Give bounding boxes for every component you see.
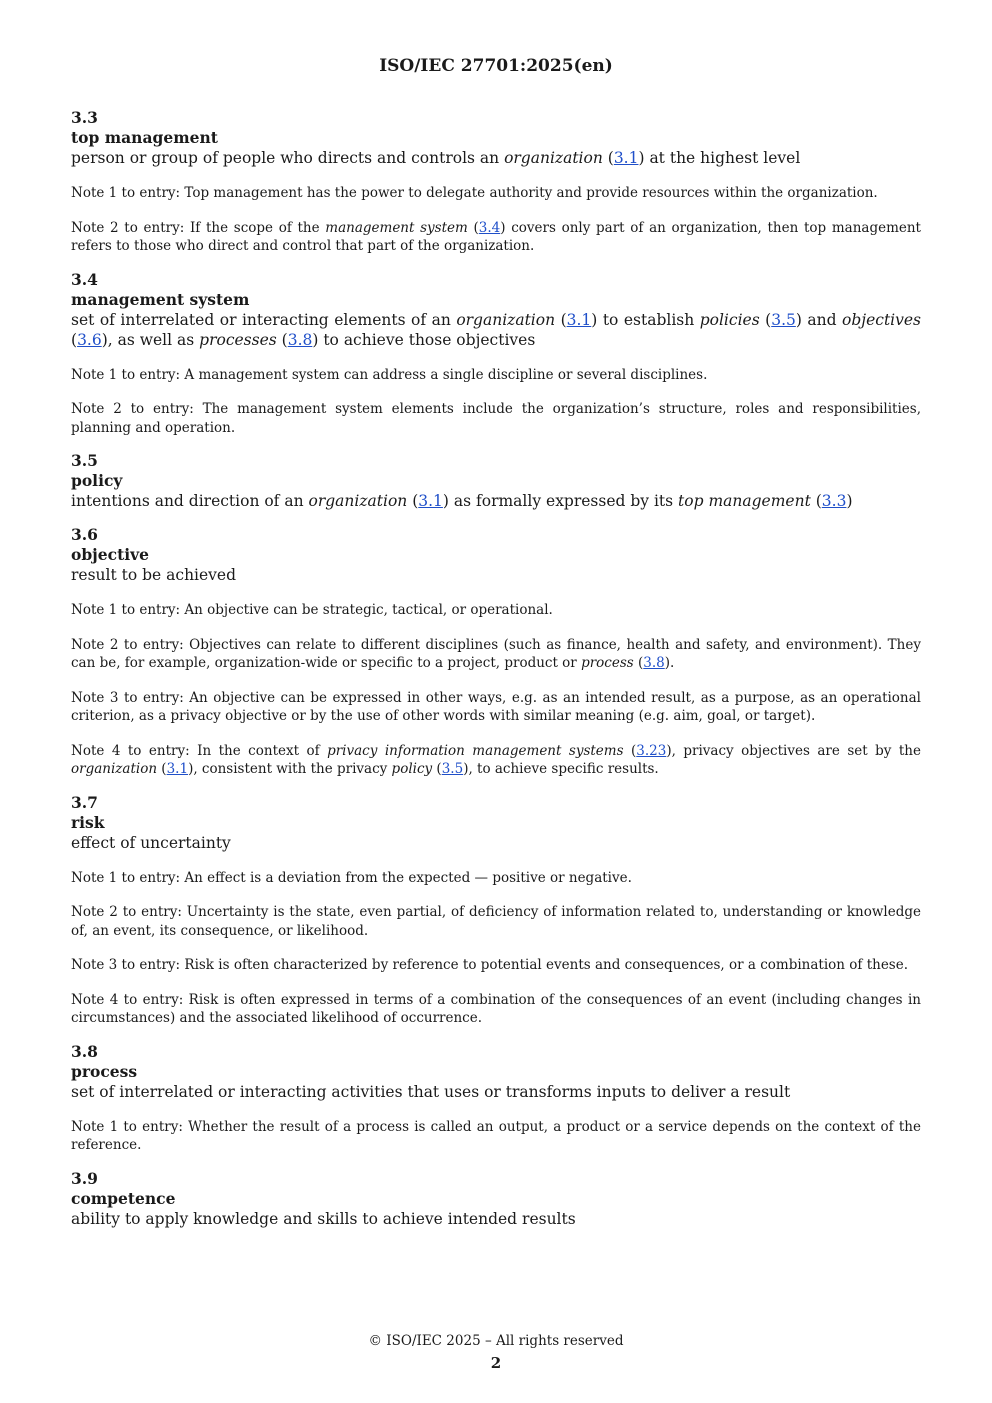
term-number: 3.9 bbox=[71, 1168, 98, 1188]
term-definition bbox=[71, 148, 921, 168]
text-run: ability to apply knowledge and skills to achieve intended results bbox=[71, 1209, 576, 1228]
text-run: ), privacy objectives are set by the bbox=[666, 742, 921, 759]
term-definition bbox=[71, 491, 921, 511]
italic-term: organization bbox=[456, 310, 556, 329]
text-run: set of interrelated or interacting activities that uses or transforms inputs to deliver a result bbox=[71, 1082, 791, 1101]
note-to-entry bbox=[71, 601, 921, 620]
text-run: ) bbox=[846, 492, 853, 510]
term-entry bbox=[71, 270, 921, 438]
italic-term: policies bbox=[699, 310, 760, 329]
text-run: ( bbox=[467, 219, 479, 236]
note-to-entry bbox=[71, 742, 921, 779]
term-definition bbox=[71, 565, 921, 585]
cross-reference-link[interactable]: 3.5 bbox=[771, 310, 796, 329]
text-run: ( bbox=[623, 742, 637, 759]
term-title: process bbox=[71, 1061, 138, 1081]
note-to-entry bbox=[71, 219, 921, 256]
text-run: ( bbox=[759, 310, 772, 329]
note-to-entry bbox=[71, 1118, 921, 1155]
text-run: Note 1 to entry: An effect is a deviation from the expected — positive or negative. bbox=[71, 869, 632, 886]
italic-term: top management bbox=[678, 492, 811, 510]
text-run: Note 1 to entry: Top management has the power to delegate authority and provide resources within the organization. bbox=[71, 185, 878, 201]
cross-reference-link[interactable]: 3.8 bbox=[287, 330, 313, 349]
note-to-entry bbox=[71, 903, 921, 940]
cross-reference-link[interactable]: 3.23 bbox=[636, 742, 667, 759]
text-run: Note 3 to entry: An objective can be expressed in other ways, e.g. as an intended result, as a purpose, as an operational criterion, as a privacy objective or by the use of other words with similar meaning (e.g. aim, goal, or target). bbox=[71, 689, 921, 724]
text-run: Note 1 to entry: An objective can be strategic, tactical, or operational. bbox=[71, 602, 553, 618]
cross-reference-link[interactable]: 3.1 bbox=[566, 310, 592, 329]
text-run: intentions and direction of an bbox=[71, 492, 309, 510]
note-to-entry bbox=[71, 636, 921, 673]
text-run: ). bbox=[664, 655, 675, 671]
terms-list bbox=[71, 108, 921, 1243]
page-number: 2 bbox=[490, 1354, 502, 1372]
note-to-entry bbox=[71, 956, 921, 975]
text-run: ) to achieve those objectives bbox=[312, 330, 536, 349]
text-run: Note 2 to entry: Uncertainty is the state, even partial, of deficiency of information related to, understanding or knowledge of, an event, its consequence, or likelihood. bbox=[71, 904, 921, 939]
cross-reference-link[interactable]: 3.5 bbox=[441, 761, 464, 777]
text-run: effect of uncertainty bbox=[71, 833, 231, 852]
text-run: set of interrelated or interacting elements of an bbox=[71, 310, 457, 329]
text-run: Note 1 to entry: Whether the result of a process is called an output, a product or a service depends on the context of the reference. bbox=[71, 1118, 921, 1153]
term-entry bbox=[71, 451, 921, 511]
term-number: 3.6 bbox=[71, 525, 98, 544]
text-run: Note 2 to entry: The management system elements include the organization’s structure, roles and responsibilities, planning and operation. bbox=[71, 401, 921, 436]
text-run: ), as well as bbox=[101, 330, 200, 349]
text-run: Note 4 to entry: In the context of bbox=[71, 742, 328, 759]
term-title: top management bbox=[71, 128, 218, 147]
term-definition bbox=[71, 1209, 921, 1229]
note-to-entry bbox=[71, 400, 921, 437]
term-entry bbox=[71, 525, 921, 779]
italic-term: organization bbox=[308, 492, 408, 510]
cross-reference-link[interactable]: 3.6 bbox=[77, 330, 102, 349]
text-run: ), to achieve specific results. bbox=[463, 761, 659, 777]
cross-reference-link[interactable]: 3.1 bbox=[166, 761, 189, 777]
term-definition bbox=[71, 1082, 921, 1102]
term-number: 3.8 bbox=[71, 1041, 98, 1061]
text-run: Note 3 to entry: Risk is often characterized by reference to potential events and consequences, or a combination of these. bbox=[71, 957, 909, 973]
term-title: objective bbox=[71, 545, 149, 564]
note-to-entry bbox=[71, 366, 921, 385]
note-to-entry bbox=[71, 869, 921, 888]
text-run: ) to establish bbox=[591, 310, 700, 329]
text-run: Note 4 to entry: Risk is often expressed in terms of a combination of the consequences of an event (including changes in circumstances) and the associated likelihood of occurrence. bbox=[71, 991, 921, 1026]
note-to-entry bbox=[71, 184, 921, 203]
text-run: ( bbox=[276, 330, 288, 349]
term-number: 3.4 bbox=[71, 269, 98, 289]
italic-term: processes bbox=[199, 330, 277, 349]
italic-term: policy bbox=[391, 761, 433, 777]
copyright-footer: © ISO/IEC 2025 – All rights reserved bbox=[368, 1333, 624, 1349]
term-number: 3.5 bbox=[71, 451, 98, 470]
text-run: ( bbox=[157, 761, 167, 777]
italic-term: organization bbox=[504, 149, 603, 167]
text-run: ( bbox=[432, 761, 442, 777]
term-definition bbox=[71, 310, 921, 350]
text-run: ) at the highest level bbox=[638, 149, 801, 167]
cross-reference-link[interactable]: 3.4 bbox=[478, 219, 501, 236]
term-title: management system bbox=[71, 289, 250, 309]
note-to-entry bbox=[71, 689, 921, 726]
term-title: competence bbox=[71, 1188, 176, 1208]
text-run: ) covers only part of an organization, then top management refers to those who direct and control that part of the organization. bbox=[71, 219, 921, 254]
term-definition bbox=[71, 833, 921, 853]
term-entry bbox=[71, 108, 921, 256]
text-run: ( bbox=[71, 330, 78, 349]
italic-term: privacy information management systems bbox=[327, 742, 624, 759]
text-run: ( bbox=[602, 149, 614, 167]
text-run: ( bbox=[407, 492, 419, 510]
text-run: ( bbox=[810, 492, 822, 510]
term-entry bbox=[71, 793, 921, 1028]
term-number: 3.7 bbox=[71, 792, 98, 812]
italic-term: organization bbox=[71, 761, 158, 777]
term-title: policy bbox=[71, 471, 123, 490]
text-run: ), consistent with the privacy bbox=[188, 761, 392, 777]
text-run: Note 2 to entry: Objectives can relate to different disciplines (such as finance, health and safety, and environment). They can be, for example, organization-wide or specific to a project, product or bbox=[71, 636, 921, 671]
term-entry bbox=[71, 1169, 921, 1229]
term-title: risk bbox=[71, 812, 105, 832]
text-run: ( bbox=[633, 655, 644, 671]
text-run: Note 2 to entry: If the scope of the bbox=[71, 219, 326, 236]
text-run: result to be achieved bbox=[71, 566, 237, 584]
italic-term: management system bbox=[325, 219, 468, 236]
text-run: ) and bbox=[795, 310, 843, 329]
cross-reference-link[interactable]: 3.8 bbox=[643, 655, 665, 671]
term-entry bbox=[71, 1042, 921, 1155]
text-run: ( bbox=[555, 310, 567, 329]
cross-reference-link[interactable]: 3.1 bbox=[613, 149, 639, 167]
document-header: ISO/IEC 27701:2025(en) bbox=[379, 56, 613, 76]
text-run: person or group of people who directs and controls an bbox=[71, 149, 505, 167]
cross-reference-link[interactable]: 3.3 bbox=[821, 492, 847, 510]
note-to-entry bbox=[71, 991, 921, 1028]
text-run: Note 1 to entry: A management system can address a single discipline or several disciplines. bbox=[71, 366, 708, 383]
cross-reference-link[interactable]: 3.1 bbox=[418, 492, 443, 510]
text-run: ) as formally expressed by its bbox=[442, 492, 679, 510]
italic-term: process bbox=[581, 655, 634, 671]
italic-term: objectives bbox=[842, 310, 922, 329]
term-number: 3.3 bbox=[71, 108, 98, 127]
